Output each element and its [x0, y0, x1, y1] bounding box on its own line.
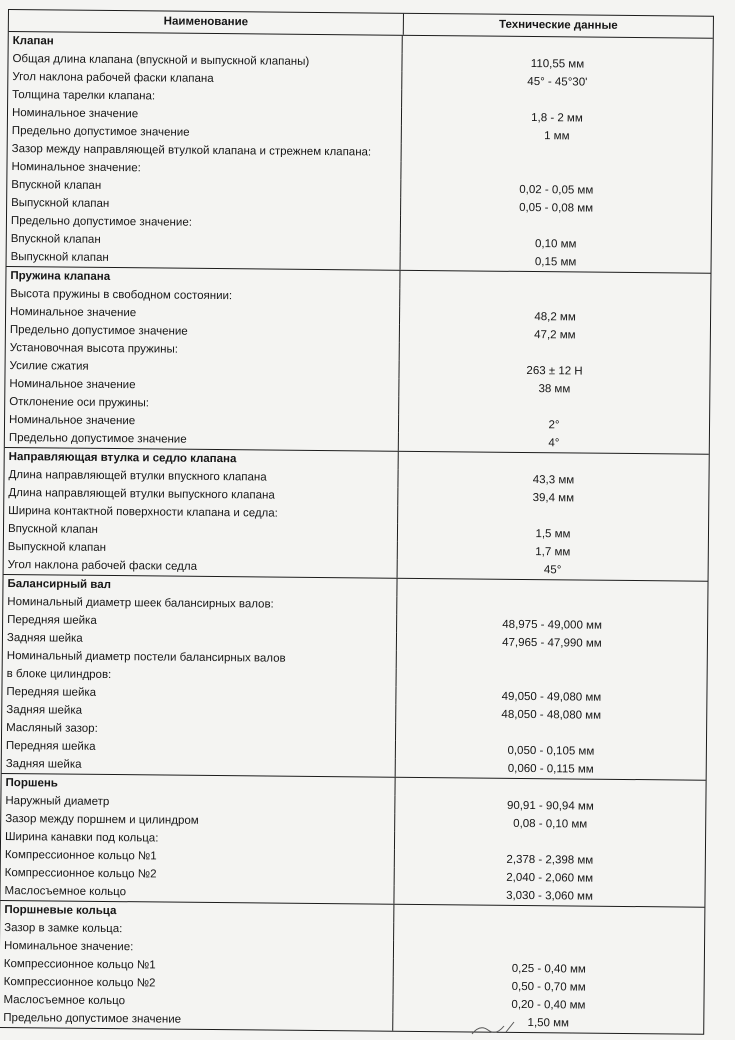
row-label: Длина направляющей втулки впускного клапана [4, 466, 398, 488]
row-value: 4° [548, 437, 560, 450]
row-value: 48,2 мм [534, 311, 576, 324]
row-value: 48,050 - 48,080 мм [501, 708, 602, 722]
row-label: Компрессионное кольцо №2 [0, 973, 394, 995]
row-value: 0,25 - 0,40 мм [511, 962, 586, 976]
row-label: Масляный зазор: [2, 719, 396, 741]
row-label: Номинальное значение: [0, 937, 394, 959]
row-value: 0,05 - 0,08 мм [519, 201, 594, 215]
table-section [5, 267, 711, 455]
row-label: Угол наклона рабочей фаски седла [4, 556, 398, 578]
section-title: Поршень [1, 774, 395, 796]
row-value: 47,965 - 47,990 мм [502, 636, 602, 650]
row-value: 38 мм [538, 383, 571, 396]
row-label: Компрессионное кольцо №2 [1, 864, 395, 886]
section-title: Поршневые кольца [0, 901, 394, 923]
row-label: Предельно допустимое значение [0, 1009, 393, 1031]
row-label: Предельно допустимое значение [5, 429, 399, 451]
row-label: Угол наклона рабочей фаски клапана [8, 68, 402, 90]
table-section [7, 32, 713, 274]
header-name-column: Наименование [9, 10, 404, 35]
row-label: Впускной клапан [7, 230, 401, 252]
row-value: 0,50 - 0,70 мм [511, 980, 586, 994]
row-value: 0,050 - 0,105 мм [507, 744, 595, 758]
row-value: 0,060 - 0,115 мм [507, 762, 594, 776]
row-label: Выпускной клапан [7, 248, 401, 270]
row-value: 0,20 - 0,40 мм [511, 998, 586, 1012]
row-label: Общая длина клапана (впускной и выпускной клапаны) [8, 50, 402, 72]
row-value: 0,10 мм [535, 238, 577, 251]
row-label: Длина направляющей втулки выпускного клапана [4, 484, 398, 506]
row-label: Номинальный диаметр постели балансирных валов [3, 647, 397, 669]
row-label: Высота пружины в свободном состоянии: [6, 285, 400, 307]
row-label: Номинальное значение: [7, 158, 401, 180]
row-label: Номинальный диаметр шеек балансирных валов: [3, 593, 397, 615]
row-label: в блоке цилиндров: [3, 665, 397, 687]
section-title: Направляющая втулка и седло клапана [5, 448, 399, 470]
table-section [2, 575, 708, 781]
row-label: Передняя шейка [3, 611, 397, 633]
row-label: Ширина контактной поверхности клапана и седла: [4, 502, 398, 524]
header-data-column: Технические данные [498, 18, 618, 32]
row-label: Зазор в замке кольца: [0, 919, 394, 941]
row-label: Предельно допустимое значение [8, 122, 402, 144]
row-value: 1,7 мм [535, 546, 571, 559]
row-value: 1,50 мм [527, 1017, 570, 1030]
row-label: Толщина тарелки клапана: [8, 86, 402, 108]
spec-table [0, 9, 714, 1035]
row-value: 2,378 - 2,398 мм [506, 853, 594, 867]
row-label: Ширина канавки под кольца: [1, 828, 395, 850]
row-value: 49,050 - 49,080 мм [501, 690, 602, 704]
row-label: Предельно допустимое значение: [7, 212, 401, 234]
row-label: Зазор между поршнем и цилиндром [1, 810, 395, 832]
row-value: 45° - 45°30' [527, 75, 588, 89]
row-label: Номинальное значение [6, 303, 400, 325]
row-label: Отклонение оси пружины: [5, 393, 399, 415]
row-value: 0,15 мм [534, 256, 577, 269]
row-label: Маслосъемное кольцо [0, 882, 394, 904]
row-label: Передняя шейка [2, 737, 396, 759]
row-label: Задняя шейка [2, 755, 396, 777]
row-label: Наружный диаметр [1, 792, 395, 814]
row-value: 90,91 - 90,94 мм [506, 799, 594, 813]
row-label: Номинальное значение [5, 411, 399, 433]
row-value: 1,5 мм [535, 528, 571, 541]
row-value: 110,55 мм [530, 58, 585, 71]
row-label: Впускной клапан [4, 520, 398, 542]
row-label: Передняя шейка [2, 683, 396, 705]
table-section [0, 901, 704, 1034]
row-value: 2,040 - 2,060 мм [506, 871, 594, 885]
row-label: Задняя шейка [3, 629, 397, 651]
row-label: Компрессионное кольцо №1 [1, 846, 395, 868]
row-label: Номинальное значение [5, 375, 399, 397]
row-value: 1 мм [544, 130, 570, 143]
row-label: Маслосъемное кольцо [0, 991, 394, 1013]
row-value: 0,02 - 0,05 мм [519, 183, 594, 197]
row-label: Усилие сжатия [5, 357, 399, 379]
row-label: Выпускной клапан [7, 194, 401, 216]
row-label: Выпускной клапан [4, 538, 398, 560]
row-label: Номинальное значение [8, 104, 402, 126]
row-label: Впускной клапан [7, 176, 401, 198]
row-value: 2° [548, 419, 560, 432]
row-value: 48,975 - 49,000 мм [502, 618, 602, 632]
section-title: Пружина клапана [6, 267, 400, 289]
section-title: Клапан [9, 32, 403, 54]
row-label: Задняя шейка [2, 701, 396, 723]
row-value: 45° [543, 564, 562, 577]
row-value: 43,3 мм [532, 474, 575, 487]
table-section [4, 448, 709, 582]
row-value: 3,030 - 3,060 мм [506, 889, 593, 903]
row-value: 263 ± 12 Н [526, 364, 583, 378]
row-value: 1,8 - 2 мм [531, 112, 583, 125]
table-section [0, 774, 705, 908]
section-title: Балансирный вал [3, 575, 397, 597]
row-value: 39,4 мм [532, 492, 575, 505]
row-value: 47,2 мм [534, 329, 576, 342]
row-label: Установочная высота пружины: [6, 339, 400, 361]
row-label: Предельно допустимое значение [6, 321, 400, 343]
row-label: Зазор между направляющей втулкой клапана и стрежнем клапана: [8, 140, 402, 162]
row-label: Компрессионное кольцо №1 [0, 955, 394, 977]
table-body [0, 32, 713, 1034]
row-value: 0,08 - 0,10 мм [513, 817, 588, 831]
pen-mark-icon [470, 1018, 530, 1038]
